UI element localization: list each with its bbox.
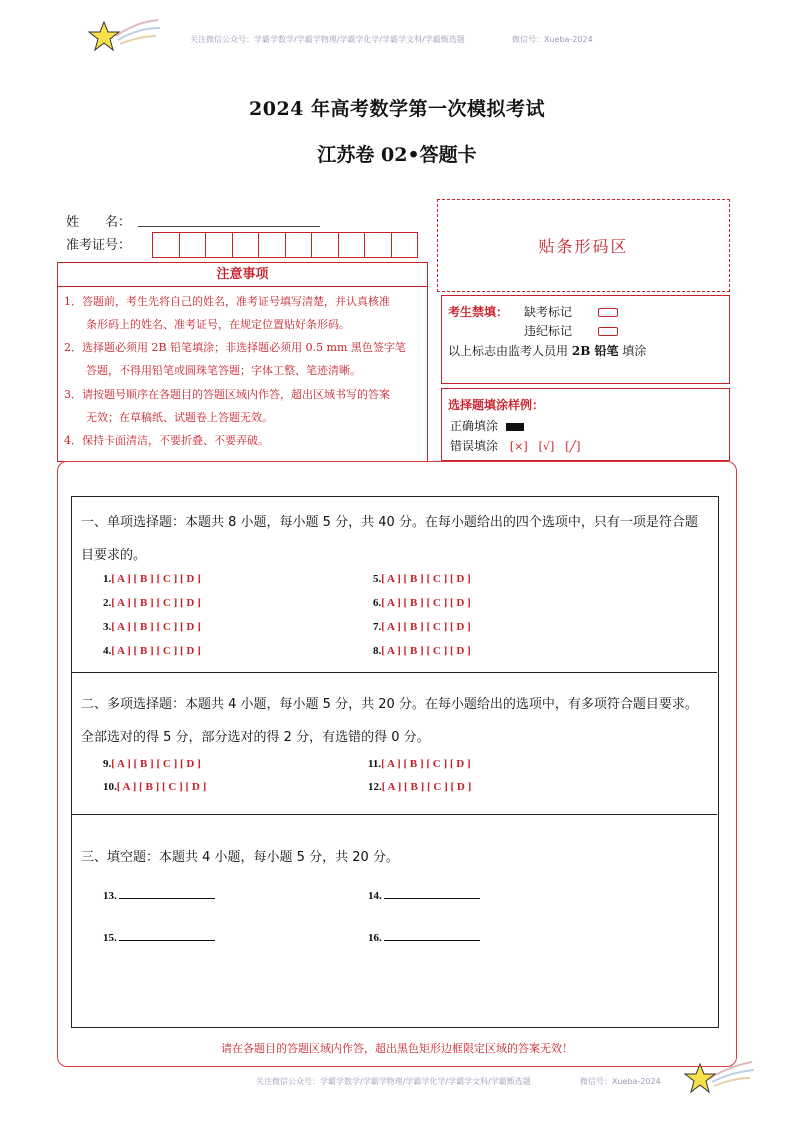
notice-heading: 注意事项 — [57, 262, 428, 287]
question-number: 12. — [368, 781, 382, 793]
id-cell[interactable] — [259, 233, 286, 257]
question-row-12 — [368, 781, 471, 793]
question-number: 13. — [103, 890, 117, 902]
notice-item: 无效；在草稿纸、试题卷上答题无效。 — [64, 411, 273, 424]
answer-options[interactable]: [ A ] [ B ] [ C ] [ D ] — [381, 573, 471, 585]
violation-mark-box[interactable] — [598, 327, 618, 336]
section3-instructions: 三、填空题：本题共 4 小题，每小题 5 分，共 20 分。 — [81, 850, 399, 865]
answer-blank[interactable] — [384, 888, 480, 899]
id-cell[interactable] — [392, 233, 418, 257]
violation-label: 违纪标记 — [524, 324, 573, 338]
question-number: 6. — [373, 597, 382, 609]
answer-options[interactable]: [ A ] [ B ] [ C ] [ D ] — [381, 645, 471, 657]
answer-options[interactable]: [ A ] [ B ] [ C ] [ D ] — [111, 645, 201, 657]
notice-item: 1．答题前，考生先将自己的姓名，准考证号填写清楚，并认真核准 — [64, 295, 390, 308]
star-logo-icon — [86, 14, 162, 58]
question-number: 11. — [368, 758, 382, 770]
footer-wechat-id: 微信号：Xueba-2024 — [580, 1077, 661, 1086]
notice-item: 条形码上的姓名、准考证号，在规定位置贴好条形码。 — [64, 318, 350, 331]
absent-mark-box[interactable] — [598, 308, 618, 317]
answer-options[interactable]: [ A ] [ B ] [ C ] [ D ] — [111, 621, 201, 633]
forbidden-note-suffix: 填涂 — [622, 344, 647, 358]
answer-blank[interactable] — [119, 930, 215, 941]
notice-item: 4．保持卡面清洁，不要折叠、不要弄破。 — [64, 434, 269, 447]
absent-mark-row — [524, 303, 618, 320]
forbidden-box — [441, 295, 730, 384]
forbidden-note-prefix: 以上标志由监考人员用 — [448, 344, 569, 358]
forbidden-note — [448, 342, 646, 359]
question-number: 7. — [373, 621, 382, 633]
answer-options[interactable]: [ A ] [ B ] [ C ] [ D ] — [381, 621, 471, 633]
name-field[interactable] — [138, 226, 320, 227]
exam-id-grid[interactable] — [152, 232, 418, 258]
question-number: 16. — [368, 932, 382, 944]
header-wechat-accounts: 关注微信公众号：学霸学数学/学霸学物理/学霸学化学/学霸学文科/学霸甄选题 — [190, 35, 465, 44]
question-number: 4. — [103, 645, 112, 657]
answer-options[interactable]: [ A ] [ B ] [ C ] [ D ] — [111, 758, 201, 770]
id-cell[interactable] — [286, 233, 313, 257]
name-label: 姓 名： — [66, 215, 132, 230]
answer-options[interactable]: [ A ] [ B ] [ C ] [ D ] — [381, 781, 472, 793]
forbidden-note-bold: 2B 铅笔 — [571, 344, 619, 358]
question-number: 2. — [103, 597, 112, 609]
answer-options[interactable]: [ A ] [ B ] [ C ] [ D ] — [111, 573, 201, 585]
question-row-10 — [103, 781, 206, 793]
fill-sample-box — [441, 388, 730, 461]
fill-question-14 — [368, 888, 480, 902]
barcode-area-label: 贴条形码区 — [538, 237, 629, 256]
header-wechat-id: 微信号：Xueba-2024 — [512, 35, 593, 44]
question-row-2 — [103, 597, 201, 609]
fill-sample-heading: 选择题填涂样例： — [448, 398, 545, 412]
fill-question-13 — [103, 888, 215, 902]
section-divider — [71, 814, 717, 815]
question-number: 14. — [368, 890, 382, 902]
question-row-4 — [103, 645, 201, 657]
correct-fill-label: 正确填涂 — [450, 419, 499, 433]
answer-options[interactable]: [ A ] [ B ] [ C ] [ D ] — [381, 758, 471, 770]
question-number: 3. — [103, 621, 112, 633]
wrong-fill-row — [450, 437, 580, 454]
id-cell[interactable] — [153, 233, 180, 257]
question-number: 8. — [373, 645, 382, 657]
footer-wechat-accounts: 关注微信公众号：学霸学数学/学霸学物理/学霸学化学/学霸学文科/学霸甄选题 — [256, 1077, 531, 1086]
page-subtitle: 江苏卷 02•答题卡 — [317, 144, 477, 166]
question-row-1 — [103, 573, 201, 585]
answer-options[interactable]: [ A ] [ B ] [ C ] [ D ] — [381, 597, 471, 609]
answer-options[interactable]: [ A ] [ B ] [ C ] [ D ] — [111, 597, 201, 609]
question-row-11 — [368, 758, 471, 770]
notice-item: 答题，不得用铅笔或圆珠笔答题；字体工整、笔迹清晰。 — [64, 364, 361, 377]
id-cell[interactable] — [365, 233, 392, 257]
question-row-6 — [373, 597, 471, 609]
fill-question-16 — [368, 930, 480, 944]
section2-instructions: 二、多项选择题：本题共 4 小题，每小题 5 分，共 20 分。在每小题给出的选项中，有多项符合题目要求。全部选对的得 5 分，部分选对的得 2 分，有选错的得 0 分。 — [81, 697, 698, 745]
answer-blank[interactable] — [119, 888, 215, 899]
section1-instructions: 一、单项选择题：本题共 8 小题，每小题 5 分，共 40 分。在每小题给出的四个选项中，只有一项是符合题目要求的。 — [81, 515, 698, 563]
id-cell[interactable] — [339, 233, 366, 257]
bottom-warning: 请在各题目的答题区域内作答，超出黑色矩形边框限定区域的答案无效！ — [221, 1042, 573, 1055]
wrong-fill-label: 错误填涂 — [450, 439, 499, 453]
question-number: 15. — [103, 932, 117, 944]
absent-label: 缺考标记 — [524, 305, 573, 319]
page-title: 2024 年高考数学第一次模拟考试 — [249, 98, 545, 120]
question-number: 1. — [103, 573, 112, 585]
id-cell[interactable] — [206, 233, 233, 257]
question-row-7 — [373, 621, 471, 633]
id-cell[interactable] — [233, 233, 260, 257]
answer-options[interactable]: [ A ] [ B ] [ C ] [ D ] — [116, 781, 207, 793]
section-divider — [71, 672, 717, 673]
footer-star-logo-icon — [680, 1058, 756, 1098]
answer-blank[interactable] — [384, 930, 480, 941]
correct-fill-row — [450, 417, 524, 434]
violation-mark-row — [524, 322, 618, 339]
question-number: 5. — [373, 573, 382, 585]
question-row-9 — [103, 758, 201, 770]
question-row-3 — [103, 621, 201, 633]
notice-box — [57, 286, 428, 462]
fill-question-15 — [103, 930, 215, 944]
notice-item: 2．选择题必须用 2B 铅笔填涂；非选择题必须用 0.5 mm 黑色签字笔 — [64, 341, 406, 354]
question-number: 9. — [103, 758, 112, 770]
barcode-area — [437, 199, 730, 292]
correct-fill-mark — [506, 423, 524, 431]
notice-item: 3．请按题号顺序在各题目的答题区域内作答，超出区域书写的答案 — [64, 388, 390, 401]
wrong-fill-marks: [×] [√] [╱] — [509, 440, 581, 453]
question-row-8 — [373, 645, 471, 657]
forbidden-heading: 考生禁填： — [448, 305, 509, 319]
question-number: 10. — [103, 781, 117, 793]
question-row-5 — [373, 573, 471, 585]
id-label: 准考证号： — [66, 238, 132, 253]
id-cell[interactable] — [312, 233, 339, 257]
id-cell[interactable] — [180, 233, 207, 257]
